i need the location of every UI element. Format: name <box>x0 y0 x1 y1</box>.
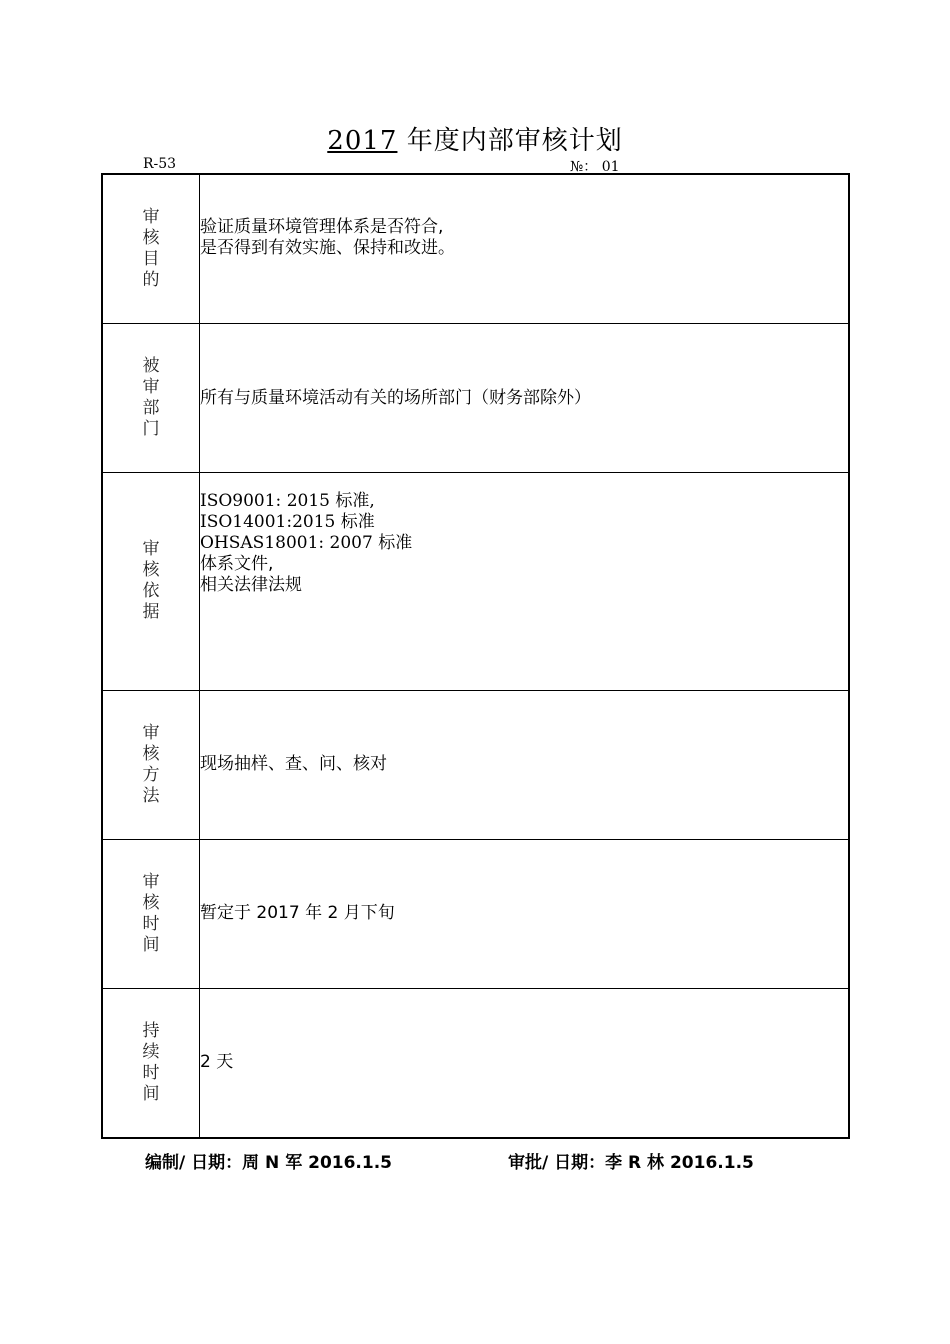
row-label-cell <box>102 324 200 473</box>
form-code: R-53 <box>143 156 177 172</box>
content-line: 所有与质量环境活动有关的场所部门（财务部除外） <box>200 387 591 408</box>
row-label-cell <box>102 690 200 839</box>
row-label: 审核依据 <box>142 539 160 623</box>
content-line: OHSAS18001: 2007 标准 <box>200 533 413 554</box>
content-line: 体系文件, <box>200 554 274 575</box>
page-title <box>0 120 950 157</box>
row-label: 审核时间 <box>142 871 160 955</box>
title-year: 2017 <box>327 126 398 156</box>
table-row <box>102 839 849 988</box>
title-text: 年度内部审核计划 <box>397 126 623 156</box>
content-line: ISO9001: 2015 标准, <box>200 491 375 512</box>
row-content-cell <box>200 690 850 839</box>
row-label-cell <box>102 988 200 1138</box>
content-line: ISO14001:2015 标准 <box>200 512 375 533</box>
content-line: 相关法律法规 <box>200 575 302 596</box>
content-line: 现场抽样、查、问、核对 <box>200 754 387 775</box>
prepared-by: 编制/ 日期：周 N 军 2016.1.5 <box>145 1153 392 1173</box>
content-line: 验证质量环境管理体系是否符合, <box>200 217 444 237</box>
approved-by: 审批/ 日期：李 R 林 2016.1.5 <box>508 1153 754 1173</box>
row-content-cell <box>200 839 850 988</box>
table-row <box>102 473 849 690</box>
content-line: 是否得到有效实施、保持和改进。 <box>200 238 455 258</box>
table-row <box>102 690 849 839</box>
audit-plan-table <box>101 173 850 1139</box>
row-label: 审核目的 <box>142 207 160 291</box>
content-line: 2 天 <box>200 1052 234 1073</box>
row-label-cell <box>102 839 200 988</box>
row-label: 审核方法 <box>142 722 160 806</box>
row-label-cell <box>102 174 200 324</box>
row-label: 持续时间 <box>142 1020 160 1104</box>
row-label-cell <box>102 473 200 690</box>
table-row <box>102 324 849 473</box>
form-number: №： 01 <box>570 159 620 175</box>
row-content-cell <box>200 473 850 690</box>
row-content-cell <box>200 988 850 1138</box>
table-row <box>102 174 849 324</box>
table-row <box>102 988 849 1138</box>
row-content-cell <box>200 324 850 473</box>
row-content-cell <box>200 174 850 324</box>
row-label: 被审部门 <box>142 356 160 440</box>
content-line: 暂定于 2017 年 2 月下旬 <box>200 903 395 924</box>
